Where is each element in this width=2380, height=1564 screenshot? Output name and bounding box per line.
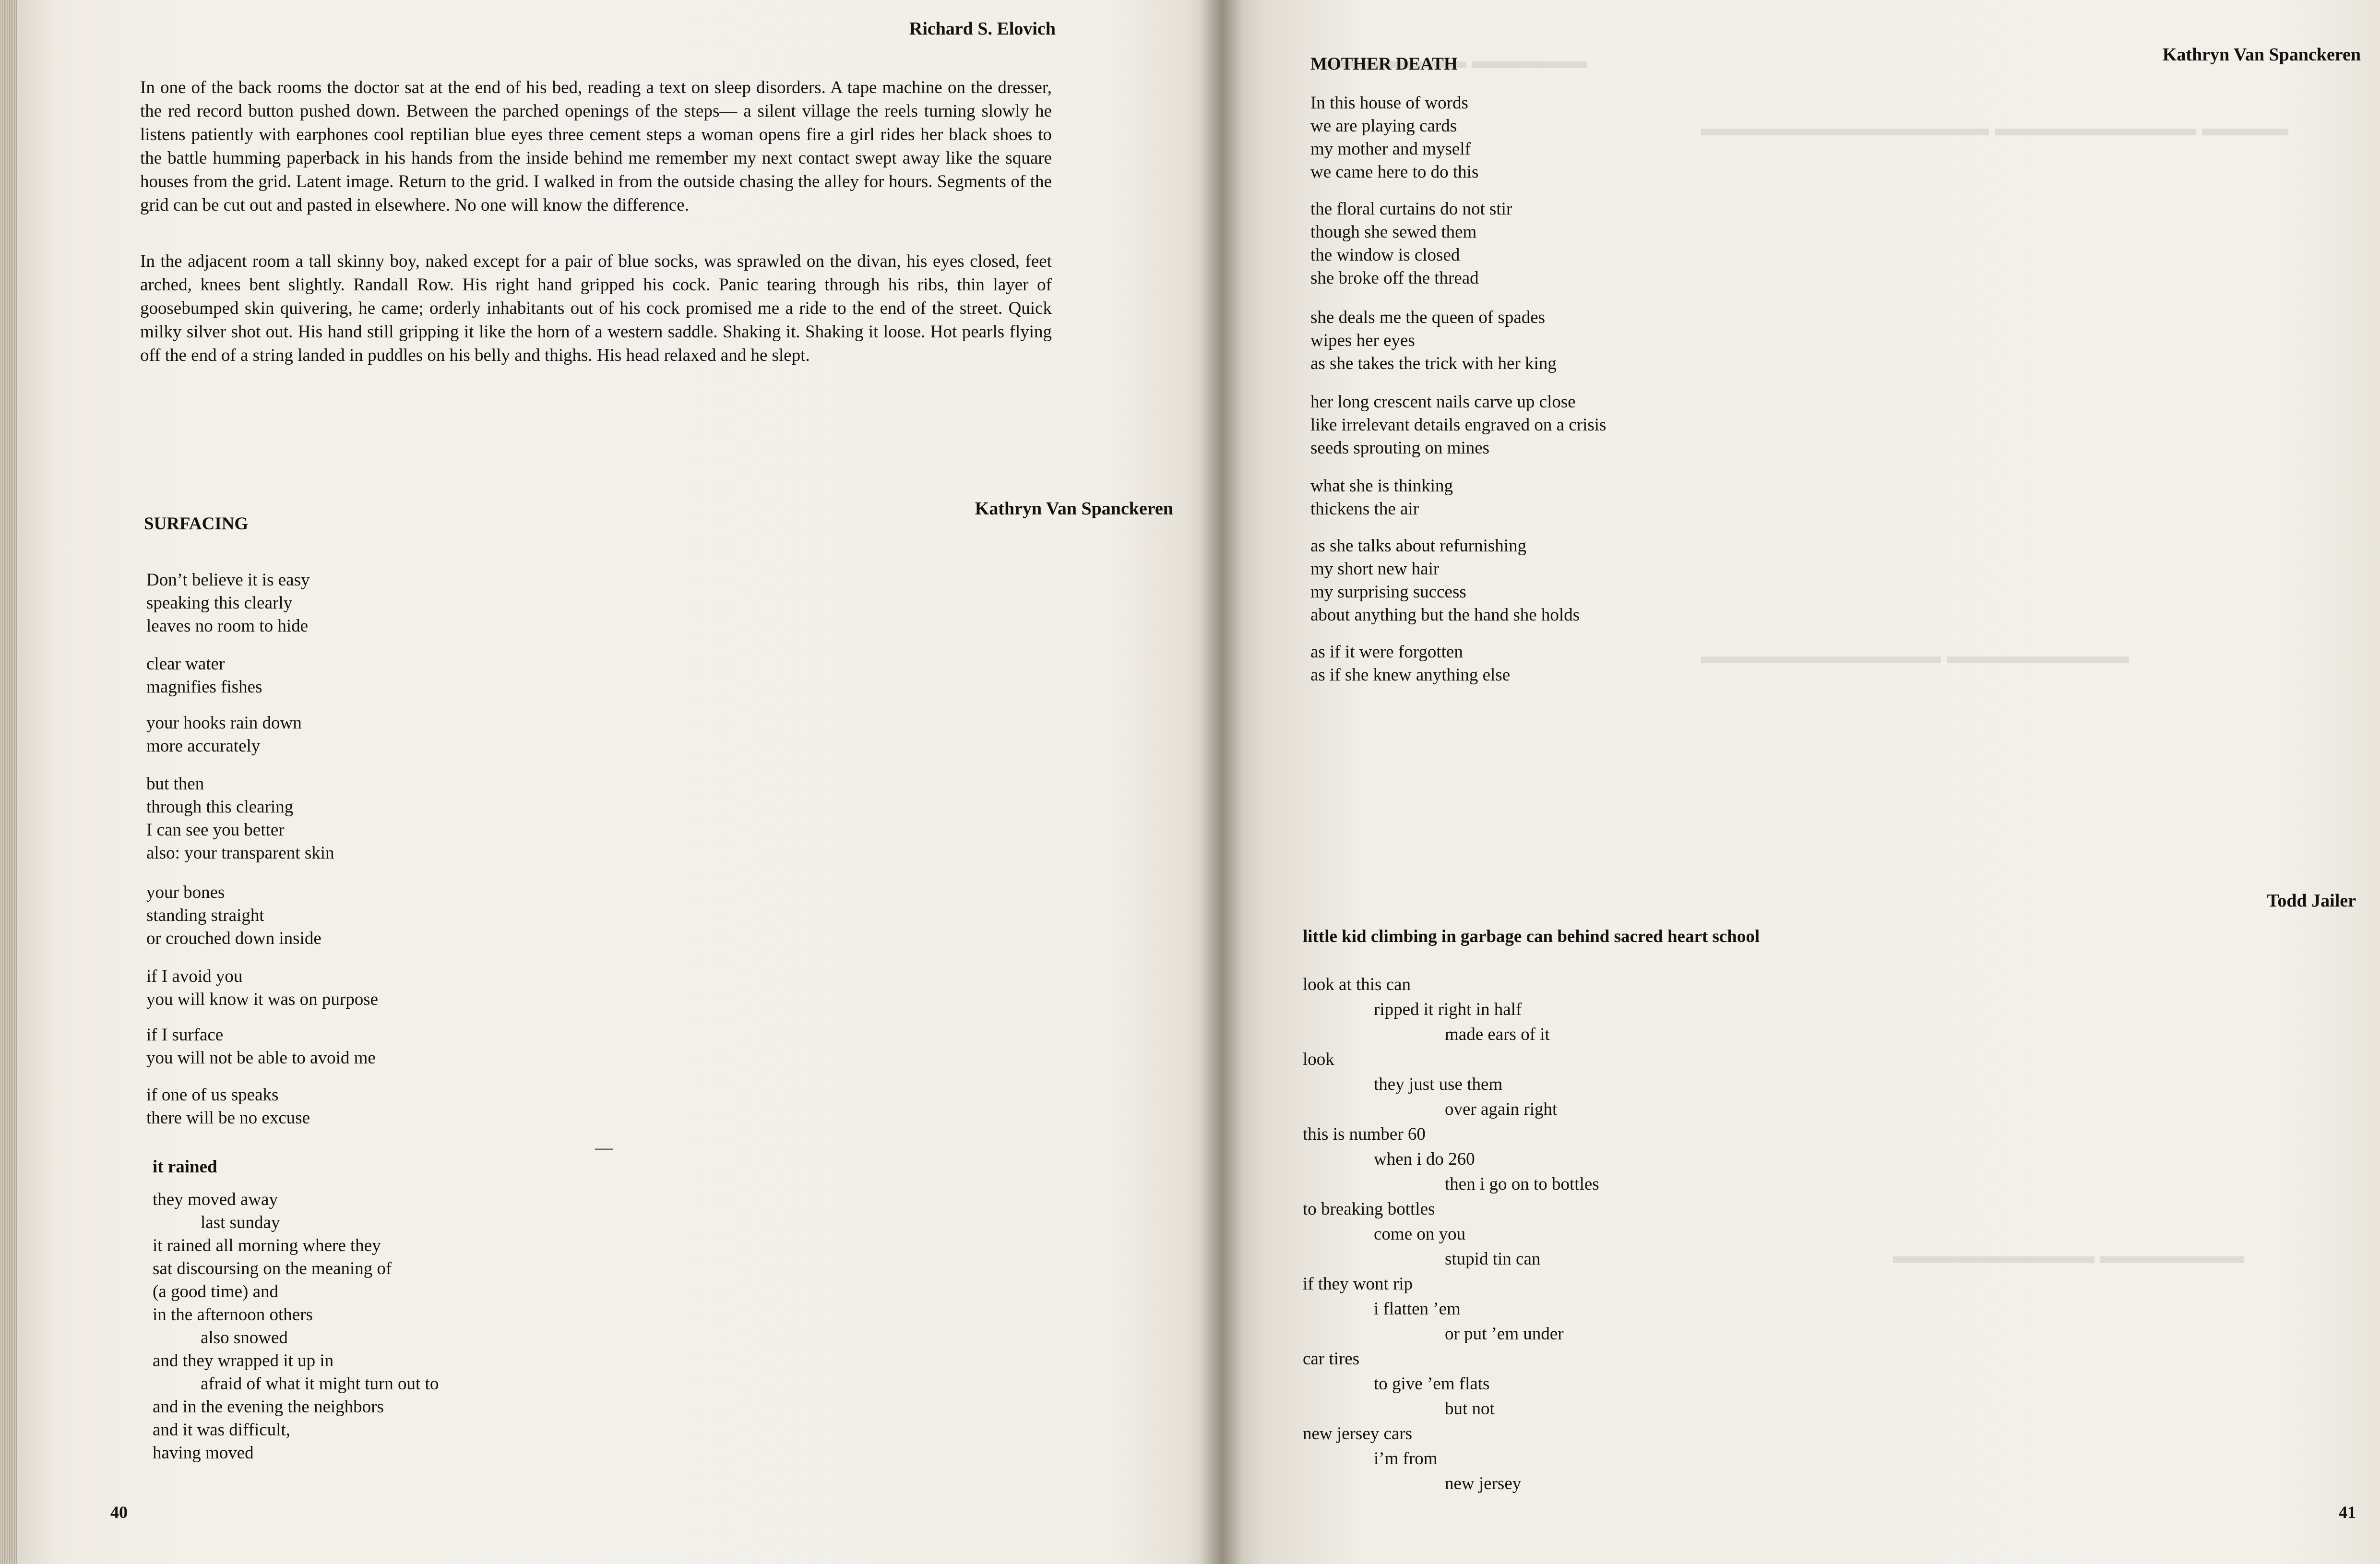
little-kid-line: i’m from [1374,1449,1438,1468]
little-kid-line: look at this can [1303,975,1411,994]
it-rained-line: having moved [153,1443,254,1463]
elovich-paragraph-1: In one of the back rooms the doctor sat at the end of his bed, reading a text on sleep disorders. A tape machine on the dresser, the red record button pushed down. Between the parched openings of the steps— a silent village the reels turning slowly he listens patiently with earphones cool reptilian blue eyes three cement steps a woman opens fire a girl rides her black shoes to the battle humming paperback in his hands from the inside behind me remember my next contact swept away like the square houses from the grid. Latent image. Return to the grid. I walked in from the outside chasing the alley for hours. Segments of the grid can be cut out and pasted in elsewhere. No one will know the difference. [140,78,1052,215]
it-rained-line: in the afternoon others [153,1305,313,1325]
it-rained-line: and in the evening the neighbors [153,1397,384,1417]
little-kid-line: to breaking bottles [1303,1199,1435,1219]
mother-death-line: thickens the air [1310,499,1419,519]
it-rained-line: also snowed [201,1328,288,1348]
it-rained-line: it rained all morning where they [153,1236,381,1255]
little-kid-line: or put ’em under [1445,1324,1564,1344]
surfacing-line: also: your transparent skin [146,843,334,863]
bleed-through-texture [1893,1248,2250,1270]
surfacing-line: speaking this clearly [146,593,293,613]
page-number-right: 41 [2339,1503,2356,1522]
elovich-paragraph-2: In the adjacent room a tall skinny boy, naked except for a pair of blue socks, was sprawled on the divan, his eyes closed, feet arched, knees bent slightly. Randall Row. His right hand gripped his cock. Panic tearing through his ribs, thin layer of goosebumped skin quivering, he came; orderly inhabitants out of his cock promised me a ride to the end of the street. Quick milky silver shot out. His hand still gripping it like the horn of a western saddle. Shaking it. Shaking it loose. Hot pearls flying off the end of a string landed in puddles on his belly and thighs. His head relaxed and he slept. [140,251,1052,365]
page-number-left: 40 [110,1503,128,1522]
mother-death-line: about anything but the hand she holds [1310,605,1580,625]
page-edges [0,0,17,1564]
mother-death-line: though she sewed them [1310,222,1477,242]
little-kid-line: but not [1445,1399,1495,1419]
book-gutter [1200,0,1243,1564]
surfacing-line: there will be no excuse [146,1108,310,1128]
right-page [1221,0,2380,1564]
mother-death-line: my surprising success [1310,582,1466,602]
mother-death-line: she deals me the queen of spades [1310,308,1546,327]
little-kid-title: little kid climbing in garbage can behind sacred heart school [1303,927,1760,946]
surfacing-line: your hooks rain down [146,713,302,733]
little-kid-line: look [1303,1050,1334,1069]
little-kid-line: if they wont rip [1303,1274,1413,1294]
surfacing-line: you will know it was on purpose [146,990,379,1009]
surfacing-line: magnifies fishes [146,677,262,697]
little-kid-line: then i go on to bottles [1445,1174,1599,1194]
mother-death-line: In this house of words [1310,93,1468,113]
surfacing-line: but then [146,774,204,794]
surfacing-line: clear water [146,654,225,674]
mother-death-line: as if she knew anything else [1310,665,1511,685]
mother-death-line: we came here to do this [1310,162,1479,182]
it-rained-line: and they wrapped it up in [153,1351,334,1371]
little-kid-line: this is number 60 [1303,1124,1426,1144]
little-kid-line: made ears of it [1445,1025,1550,1044]
mother-death-author: Kathryn Van Spanckeren [2162,45,2361,65]
mother-death-line: my short new hair [1310,559,1440,579]
mother-death-line: as if it were forgotten [1310,642,1463,662]
mother-death-title: MOTHER DEATH [1310,54,1458,74]
little-kid-line: car tires [1303,1349,1360,1369]
surfacing-line: or crouched down inside [146,929,321,948]
surfacing-line: more accurately [146,736,261,756]
mother-death-line: my mother and myself [1310,139,1471,159]
it-rained-title: it rained [153,1157,217,1177]
it-rained-line: last sunday [201,1213,280,1232]
surfacing-line: your bones [146,883,225,902]
little-kid-author: Todd Jailer [2267,891,2356,911]
it-rained-line: they moved away [153,1190,278,1209]
mother-death-line: the window is closed [1310,245,1460,265]
little-kid-line: new jersey cars [1303,1424,1413,1444]
mother-death-line: wipes her eyes [1310,331,1415,350]
surfacing-line: if I surface [146,1025,224,1045]
surfacing-line: if I avoid you [146,967,243,986]
mother-death-line: her long crescent nails carve up close [1310,392,1576,412]
mother-death-line: she broke off the thread [1310,268,1479,288]
surfacing-line: if one of us speaks [146,1085,279,1105]
surfacing-line: standing straight [146,906,264,925]
it-rained-line: and it was difficult, [153,1420,291,1440]
little-kid-line: ripped it right in half [1374,1000,1522,1019]
it-rained-line: afraid of what it might turn out to [201,1374,439,1394]
little-kid-line: over again right [1445,1099,1558,1119]
surfacing-author: Kathryn Van Spanckeren [975,499,1173,519]
mother-death-line: like irrelevant details engraved on a crisis [1310,415,1606,435]
mother-death-line: seeds sprouting on mines [1310,438,1490,458]
little-kid-line: come on you [1374,1224,1466,1244]
mother-death-line: the floral curtains do not stir [1310,199,1512,219]
little-kid-line: new jersey [1445,1474,1522,1493]
section-dash: — [595,1138,613,1158]
elovich-author: Richard S. Elovich [909,19,1056,39]
mother-death-line: what she is thinking [1310,476,1453,496]
mother-death-line: as she talks about refurnishing [1310,536,1527,556]
little-kid-line: when i do 260 [1374,1149,1475,1169]
surfacing-line: through this clearing [146,797,294,817]
surfacing-line: leaves no room to hide [146,616,309,636]
it-rained-line: (a good time) and [153,1282,278,1301]
bleed-through-texture [1701,648,2135,670]
mother-death-line: we are playing cards [1310,116,1457,136]
surfacing-line: you will not be able to avoid me [146,1048,376,1068]
it-rained-line: sat discoursing on the meaning of [153,1259,392,1278]
surfacing-title: SURFACING [144,514,249,534]
little-kid-line: stupid tin can [1445,1249,1541,1269]
little-kid-line: they just use them [1374,1075,1503,1094]
little-kid-line: to give ’em flats [1374,1374,1490,1394]
surfacing-line: I can see you better [146,820,285,840]
little-kid-line: i flatten ’em [1374,1299,1461,1319]
mother-death-line: as she takes the trick with her king [1310,354,1557,373]
bleed-through-texture [1701,120,2294,142]
surfacing-line: Don’t believe it is easy [146,570,310,590]
